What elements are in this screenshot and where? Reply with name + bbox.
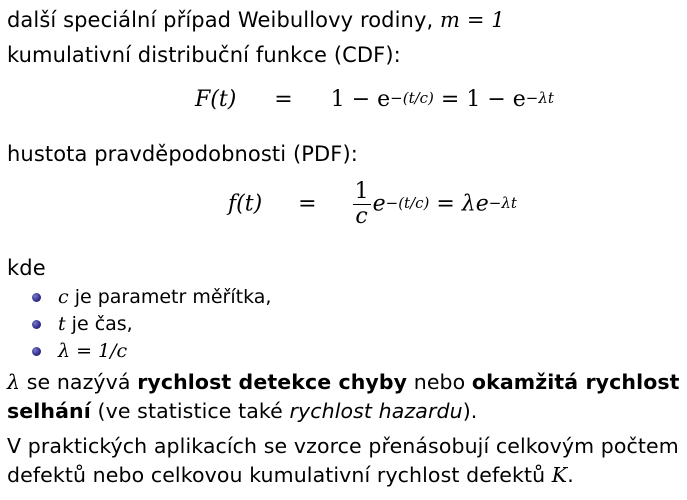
para2-text: defektů nebo celkovou kumulativní rychlost defektů [7,463,552,487]
bullet-text: je čas, [65,313,133,335]
intro-line [7,7,505,33]
pdf-e: e [372,191,386,217]
pdf-fraction [353,180,371,229]
lambda-symbol: λ [7,370,21,394]
kde-label: kde [7,256,46,280]
k-symbol: K [551,463,568,487]
bullet-item [36,339,127,363]
para1-line1 [7,369,680,395]
bullet-dot-icon [32,347,41,356]
bullet-text: je parametr měřítka, [68,286,272,308]
para1-text: (ve statistice také [90,399,290,423]
pdf-frac-num: 1 [354,179,369,204]
intro-text: další speciální případ Weibullovy rodiny, [7,8,434,32]
cdf-label: kumulativní distribuční funkce (CDF): [7,43,401,67]
bullet-sym: c [58,286,69,308]
pdf-frac-den: c [355,204,368,229]
pdf-mid: = λe [429,191,489,217]
cdf-rhs-a: 1 − e [330,87,391,112]
bullet-sym: λ = 1/c [58,340,128,362]
para1-bold-term: rychlost detekce chyby [137,370,408,394]
para1-text: nebo [407,370,472,394]
para1-text: ). [462,399,478,423]
pdf-label: hustota pravděpodobnosti (PDF): [7,142,358,166]
pdf-eq-sign: = [298,191,317,217]
pdf-equation [228,180,517,229]
pdf-lhs: f(t) [228,191,263,217]
para1-bold-term: okamžitá rychlost [471,370,680,394]
bullet-dot-icon [32,293,41,302]
cdf-equation [195,86,554,115]
para2-text: . [567,463,574,487]
cdf-eq-sign: = [274,87,293,112]
cdf-exp-a: −(t/c) [390,89,434,107]
pdf-exp-a: −(t/c) [385,193,430,212]
para1-italic-term: rychlost hazardu [289,399,463,423]
para2-line2 [7,462,574,488]
para1-bold-term: selhání [7,399,91,423]
bullet-dot-icon [32,320,41,329]
cdf-exp-b: −λt [525,89,554,107]
para1-text: se nazývá [20,370,138,394]
para2-line1: V praktických aplikacích se vzorce přenásobují celkovým počtem [7,434,679,458]
cdf-lhs: F(t) [195,87,237,112]
para1-line2 [7,398,477,424]
pdf-exp-b: −λt [488,193,517,212]
bullet-item [36,285,271,309]
bullet-item [36,312,133,336]
m-equals-one: m = 1 [440,8,505,32]
cdf-mid: = 1 − e [433,87,526,112]
bullet-sym: t [58,313,66,335]
